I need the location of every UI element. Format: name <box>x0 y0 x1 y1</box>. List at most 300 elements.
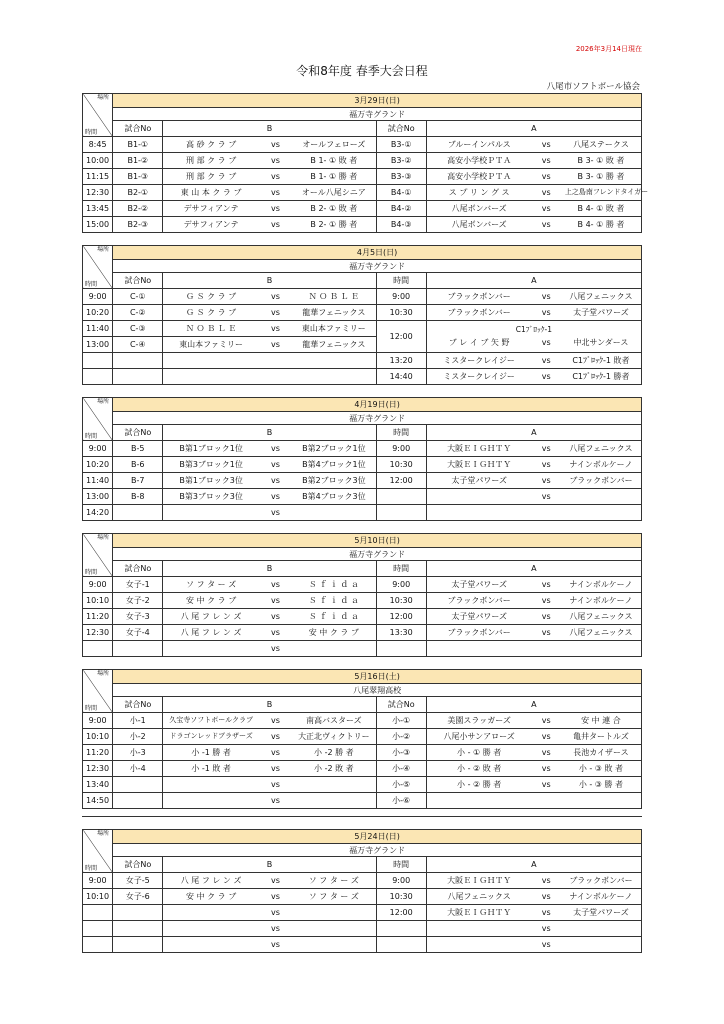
time-cell: 13:00 <box>83 337 113 353</box>
time-cell: 13:00 <box>83 489 113 505</box>
team-right: オール八尾シニア <box>301 188 366 197</box>
table-row <box>83 169 642 185</box>
table-row <box>83 369 642 385</box>
date-header: 4月5日(日) <box>113 246 642 260</box>
time-cell <box>83 369 113 385</box>
place-label: 場所 <box>97 94 110 101</box>
team-left <box>165 794 256 807</box>
team-right: 八尾フェニックス <box>569 628 633 637</box>
a-no-cell: 小-⑤ <box>376 777 426 793</box>
a-no-cell: 10:30 <box>376 305 426 321</box>
a-no-cell <box>376 505 426 521</box>
match-no-cell: C-② <box>113 305 163 321</box>
a-no-header: 時間 <box>376 561 426 577</box>
team-right: B 1- ① 敗 者 <box>310 156 358 165</box>
court-a-match <box>426 289 641 305</box>
a-no-cell: B4-③ <box>376 217 426 233</box>
vs-label: vs <box>541 596 551 605</box>
place-label: 場所 <box>97 670 110 677</box>
match-no-header: 試合No <box>113 121 163 137</box>
team-right: ブラックボンバー <box>569 476 633 485</box>
time-cell: 10:10 <box>83 729 113 745</box>
match-no-cell: B2-③ <box>113 217 163 233</box>
date-header: 3月29日(日) <box>113 94 642 108</box>
a-no-cell: B3-① <box>376 137 426 153</box>
table-row <box>83 457 642 473</box>
team-right: 龍華フェニックス <box>302 340 366 349</box>
team-left: 小 - ② 敗 者 <box>457 764 502 773</box>
team-right: オールフェローズ <box>302 140 366 149</box>
vs-label: vs <box>271 612 280 621</box>
team-right: 八尾ステークス <box>573 140 629 149</box>
table-row <box>83 153 642 169</box>
team-right: 安 中 ク ラ ブ <box>308 628 359 637</box>
time-cell: 10:20 <box>83 457 113 473</box>
team-right: 八尾フェニックス <box>569 292 633 301</box>
team-left: 安 中 ク ラ ブ <box>186 892 237 901</box>
a-no-cell: 小-① <box>376 713 426 729</box>
team-left: 大阪ＥＩＧＨＴＹ <box>447 908 512 917</box>
vs-label: vs <box>271 764 280 773</box>
team-left <box>429 938 530 951</box>
bracket-label: C1ﾌﾞﾛｯｸ-1 <box>515 325 553 334</box>
court-a-header: A <box>426 273 641 289</box>
team-right: C1ﾌﾞﾛｯｸ-1 敗者 <box>572 356 630 365</box>
match-no-cell: C-③ <box>113 321 163 337</box>
court-b-match <box>163 289 376 305</box>
time-cell <box>83 641 113 657</box>
vs-label: vs <box>271 292 280 301</box>
team-right: C1ﾌﾞﾛｯｸ-1 勝者 <box>572 372 630 381</box>
match-no-cell: 女子-1 <box>113 577 163 593</box>
vs-label: vs <box>271 476 280 485</box>
a-no-cell <box>376 641 426 657</box>
team-right: B第4ブロック3位 <box>302 492 366 501</box>
place-label: 場所 <box>97 398 110 405</box>
match-no-cell: 女子-3 <box>113 609 163 625</box>
table-row <box>83 577 642 593</box>
a-no-cell: B4-① <box>376 185 426 201</box>
time-cell: 11:40 <box>83 473 113 489</box>
vs-label: vs <box>541 338 551 347</box>
court-a-header: A <box>426 857 641 873</box>
court-b-match <box>163 353 376 369</box>
date-header: 5月16日(土) <box>113 670 642 684</box>
team-left: 小 -1 勝 者 <box>191 748 231 757</box>
court-b-match <box>163 489 376 505</box>
a-no-cell: 12:00 <box>376 609 426 625</box>
table-row <box>83 745 642 761</box>
team-right: B 3- ① 敗 者 <box>577 156 625 165</box>
corner-cell <box>83 534 113 577</box>
court-b-match <box>163 137 376 153</box>
table-row <box>83 185 642 201</box>
venue: 八尾翠翔高校 <box>113 684 642 697</box>
vs-label: vs <box>541 612 551 621</box>
court-b-match <box>163 625 376 641</box>
team-right <box>294 922 373 935</box>
court-b-match <box>163 713 376 729</box>
court-b-match <box>163 761 376 777</box>
a-no-header: 試合No <box>376 697 426 713</box>
court-a-match <box>426 873 641 889</box>
match-no-cell: 女子-4 <box>113 625 163 641</box>
schedule-table <box>82 93 649 233</box>
team-left: ソ フ タ ー ズ <box>186 580 237 589</box>
vs-label: vs <box>541 444 551 453</box>
time-cell <box>83 937 113 953</box>
court-b-match <box>163 457 376 473</box>
vs-label: vs <box>541 372 551 381</box>
match-no-cell: B2-① <box>113 185 163 201</box>
vs-label: vs <box>271 340 280 349</box>
team-right: B 3- ① 勝 者 <box>577 172 625 181</box>
team-right: B 4- ① 敗 者 <box>577 204 625 213</box>
match-no-cell: B2-② <box>113 201 163 217</box>
team-right: Ｎ Ｏ Ｂ Ｌ Ｅ <box>308 292 359 301</box>
vs-label: vs <box>271 444 280 453</box>
place-label: 場所 <box>97 246 110 253</box>
team-left: 安 中 ク ラ ブ <box>186 596 237 605</box>
team-left: 刑 部 ク ラ ブ <box>186 156 237 165</box>
team-left: 高 砂 ク ラ ブ <box>186 140 237 149</box>
vs-label: vs <box>271 492 280 501</box>
vs-label: vs <box>541 172 551 181</box>
team-left: 小 -1 敗 者 <box>191 764 231 773</box>
table-row <box>83 201 642 217</box>
team-left: 八 尾 フ レ ン ズ <box>180 876 242 885</box>
time-cell: 12:30 <box>83 625 113 641</box>
vs-label: vs <box>271 748 280 757</box>
match-no-cell: C-① <box>113 289 163 305</box>
match-no-cell: 女子-6 <box>113 889 163 905</box>
time-cell: 9:00 <box>83 441 113 457</box>
court-b-match <box>163 577 376 593</box>
a-no-cell: 10:30 <box>376 593 426 609</box>
vs-label: vs <box>541 580 551 589</box>
team-right: 小 -2 敗 者 <box>314 764 354 773</box>
team-right: Ｓ ｆ ｉ ｄ ａ <box>308 612 359 621</box>
team-left: ブラックボンバー <box>447 292 511 301</box>
court-a-match <box>426 185 649 201</box>
team-left: ブルーインパルス <box>447 140 511 149</box>
match-no-cell: B-7 <box>113 473 163 489</box>
organizer: 八尾市ソフトボール協会 <box>546 82 640 92</box>
vs-label: vs <box>271 732 280 741</box>
schedule-table <box>82 669 642 809</box>
a-no-cell: B3-③ <box>376 169 426 185</box>
vs-label: vs <box>541 460 551 469</box>
match-no-header: 試合No <box>113 561 163 577</box>
team-left: 八尾ボンバーズ <box>451 220 507 229</box>
issue-date: 2026年3月14日現在 <box>575 45 642 53</box>
team-right: B 4- ① 勝 者 <box>577 220 625 229</box>
time-cell: 10:10 <box>83 889 113 905</box>
team-right: B第4ブロック1位 <box>302 460 366 469</box>
vs-label: vs <box>271 924 280 933</box>
corner-cell <box>83 830 113 873</box>
court-b-match <box>163 641 376 657</box>
team-right: 八尾フェニックス <box>569 444 633 453</box>
table-row <box>83 305 642 321</box>
time-cell: 12:30 <box>83 761 113 777</box>
court-a-match <box>426 641 641 657</box>
a-no-cell: 13:30 <box>376 625 426 641</box>
vs-label: vs <box>541 188 551 197</box>
court-a-match <box>426 889 641 905</box>
a-no-cell: 9:00 <box>376 577 426 593</box>
time-cell: 9:00 <box>83 289 113 305</box>
a-no-cell: B4-② <box>376 201 426 217</box>
table-row <box>83 137 642 153</box>
vs-label: vs <box>541 628 551 637</box>
vs-label: vs <box>271 644 280 653</box>
team-right <box>294 642 373 655</box>
match-no-cell: 小-1 <box>113 713 163 729</box>
team-left: Ｇ Ｓ ク ラ ブ <box>186 308 237 317</box>
team-left: ミスタークレイジー <box>443 356 515 365</box>
a-no-cell: 小-③ <box>376 745 426 761</box>
match-no-cell: B1-② <box>113 153 163 169</box>
court-b-match <box>163 593 376 609</box>
team-left: 八 尾 フ レ ン ズ <box>180 612 242 621</box>
court-b-match <box>163 321 376 337</box>
schedule-table <box>82 829 642 953</box>
table-row <box>83 793 642 809</box>
table-row <box>83 289 642 305</box>
vs-label: vs <box>541 876 551 885</box>
court-a-header: A <box>426 697 641 713</box>
a-no-cell: 12:00 <box>376 473 426 489</box>
court-a-match <box>426 921 641 937</box>
court-b-match <box>163 169 376 185</box>
team-left: 東 山 本 ク ラ ブ <box>180 188 242 197</box>
team-left: 小 - ② 勝 者 <box>457 780 502 789</box>
time-cell: 9:00 <box>83 873 113 889</box>
page-title: 令和8年度 春季大会日程 <box>296 64 428 78</box>
court-b-header: B <box>163 561 376 577</box>
table-row <box>83 321 642 337</box>
time-cell: 11:15 <box>83 169 113 185</box>
court-b-match <box>163 305 376 321</box>
table-row <box>83 729 642 745</box>
court-b-header: B <box>163 697 376 713</box>
team-left: 高安小学校ＰＴＡ <box>447 156 512 165</box>
vs-label: vs <box>271 940 280 949</box>
match-no-cell: 女子-5 <box>113 873 163 889</box>
court-b-match <box>163 777 376 793</box>
team-left <box>165 506 256 519</box>
table-row <box>83 937 642 953</box>
team-left <box>165 642 256 655</box>
time-cell: 12:30 <box>83 185 113 201</box>
table-row <box>83 777 642 793</box>
court-a-match <box>426 793 641 809</box>
a-no-cell <box>376 921 426 937</box>
time-cell <box>83 921 113 937</box>
team-right: ナインボルケーノ <box>569 596 633 605</box>
court-b-match <box>163 369 376 385</box>
schedule-table <box>82 397 642 521</box>
table-row <box>83 473 642 489</box>
court-b-match <box>163 793 376 809</box>
team-right: ナインボルケーノ <box>569 892 633 901</box>
court-a-match <box>426 169 641 185</box>
a-no-cell: 小-⑥ <box>376 793 426 809</box>
table-row <box>83 921 642 937</box>
team-right: B 1- ① 勝 者 <box>310 172 358 181</box>
vs-label: vs <box>271 892 280 901</box>
team-right <box>294 778 373 791</box>
team-left: ス プ リ ン グ ス <box>448 188 510 197</box>
a-no-header: 時間 <box>376 425 426 441</box>
table-row <box>83 761 642 777</box>
table-row <box>83 593 642 609</box>
vs-label: vs <box>271 140 280 149</box>
team-left: 東山本ファミリー <box>179 340 244 349</box>
vs-label: vs <box>541 892 551 901</box>
team-right: B第2ブロック1位 <box>302 444 366 453</box>
time-cell: 10:20 <box>83 305 113 321</box>
time-cell: 10:10 <box>83 593 113 609</box>
court-a-match <box>426 369 641 385</box>
match-no-cell <box>113 793 163 809</box>
team-right: 小 -2 勝 者 <box>314 748 354 757</box>
team-left <box>165 938 256 951</box>
team-right: 大正北ヴィクトリー <box>298 732 370 741</box>
team-left: 大阪ＥＩＧＨＴＹ <box>447 460 512 469</box>
match-no-cell <box>113 905 163 921</box>
vs-label: vs <box>271 780 280 789</box>
court-a-match <box>426 441 641 457</box>
vs-label: vs <box>541 716 551 725</box>
vs-label: vs <box>541 156 551 165</box>
team-right <box>294 794 373 807</box>
team-right: 八尾フェニックス <box>569 612 633 621</box>
vs-label: vs <box>541 204 551 213</box>
court-b-match <box>163 609 376 625</box>
court-a-match <box>426 937 641 953</box>
time-label: 時間 <box>85 433 98 440</box>
match-no-cell: 小-4 <box>113 761 163 777</box>
table-row <box>83 873 642 889</box>
match-no-cell: 小-3 <box>113 745 163 761</box>
venue: 福万寺グランド <box>113 412 642 425</box>
court-a-match <box>426 321 641 353</box>
match-no-cell: 小-2 <box>113 729 163 745</box>
date-header: 4月19日(日) <box>113 398 642 412</box>
team-right: ナインボルケーノ <box>569 460 633 469</box>
team-right: ナインボルケーノ <box>569 580 633 589</box>
venue: 福万寺グランド <box>113 260 642 273</box>
team-left <box>429 490 530 503</box>
a-no-cell: 9:00 <box>376 873 426 889</box>
vs-label: vs <box>541 356 551 365</box>
team-left: 八尾ボンバーズ <box>451 204 507 213</box>
time-cell: 14:50 <box>83 793 113 809</box>
vs-label: vs <box>271 716 280 725</box>
team-right: ソ フ タ ー ズ <box>308 876 359 885</box>
match-no-cell: B-8 <box>113 489 163 505</box>
vs-label: vs <box>271 876 280 885</box>
team-left: ブ レ イ ブ 矢 野 <box>448 338 510 347</box>
court-a-match <box>426 777 641 793</box>
vs-label: vs <box>541 140 551 149</box>
court-b-match <box>163 873 376 889</box>
corner-cell <box>83 398 113 441</box>
court-b-match <box>163 905 376 921</box>
court-b-match <box>163 201 376 217</box>
table-row <box>83 905 642 921</box>
time-cell: 11:20 <box>83 609 113 625</box>
court-a-match <box>426 353 641 369</box>
court-a-match <box>426 905 641 921</box>
court-a-match <box>426 505 641 521</box>
team-right: 安 中 連 合 <box>581 716 621 725</box>
match-no-cell <box>113 369 163 385</box>
venue: 福万寺グランド <box>113 548 642 561</box>
table-row <box>83 625 642 641</box>
team-left: 八尾小サンアローズ <box>443 732 515 741</box>
team-right: B第2ブロック3位 <box>302 476 366 485</box>
court-a-match <box>426 137 641 153</box>
court-b-match <box>163 473 376 489</box>
team-right: 太子堂パワーズ <box>573 908 629 917</box>
vs-label: vs <box>541 308 551 317</box>
vs-label: vs <box>541 780 551 789</box>
time-cell <box>83 353 113 369</box>
court-a-header: A <box>426 425 641 441</box>
team-left: 八尾フェニックス <box>447 892 511 901</box>
date-header: 5月24日(日) <box>113 830 642 844</box>
match-no-header: 試合No <box>113 697 163 713</box>
team-left <box>429 922 530 935</box>
vs-label: vs <box>271 172 280 181</box>
team-left: ミスタークレイジー <box>443 372 515 381</box>
team-right: 小 - ③ 勝 者 <box>578 780 624 789</box>
team-left: 高安小学校ＰＴＡ <box>447 172 512 181</box>
team-right <box>294 938 373 951</box>
a-no-cell: 14:40 <box>376 369 426 385</box>
team-left: 小 - ① 勝 者 <box>457 748 502 757</box>
time-cell: 9:00 <box>83 713 113 729</box>
court-b-header: B <box>163 273 376 289</box>
court-b-match <box>163 505 376 521</box>
a-no-cell: 小-④ <box>376 761 426 777</box>
table-row <box>83 609 642 625</box>
vs-label: vs <box>271 460 280 469</box>
a-no-cell: 9:00 <box>376 441 426 457</box>
court-b-match <box>163 921 376 937</box>
team-left <box>165 922 256 935</box>
court-b-match <box>163 441 376 457</box>
time-cell: 13:40 <box>83 777 113 793</box>
table-row <box>83 713 642 729</box>
match-no-cell: C-④ <box>113 337 163 353</box>
time-label: 時間 <box>85 281 98 288</box>
team-right: 亀井タートルズ <box>573 732 629 741</box>
team-right: ソ フ タ ー ズ <box>308 892 359 901</box>
team-left: 大阪ＥＩＧＨＴＹ <box>447 876 512 885</box>
team-left: 太子堂パワーズ <box>451 476 507 485</box>
time-label: 時間 <box>85 129 98 136</box>
match-no-cell <box>113 353 163 369</box>
team-right <box>294 506 373 519</box>
a-no-header: 時間 <box>376 857 426 873</box>
court-a-match <box>426 609 641 625</box>
team-right: 小 - ③ 敗 者 <box>578 764 624 773</box>
team-left: 美園スラッガーズ <box>447 716 511 725</box>
